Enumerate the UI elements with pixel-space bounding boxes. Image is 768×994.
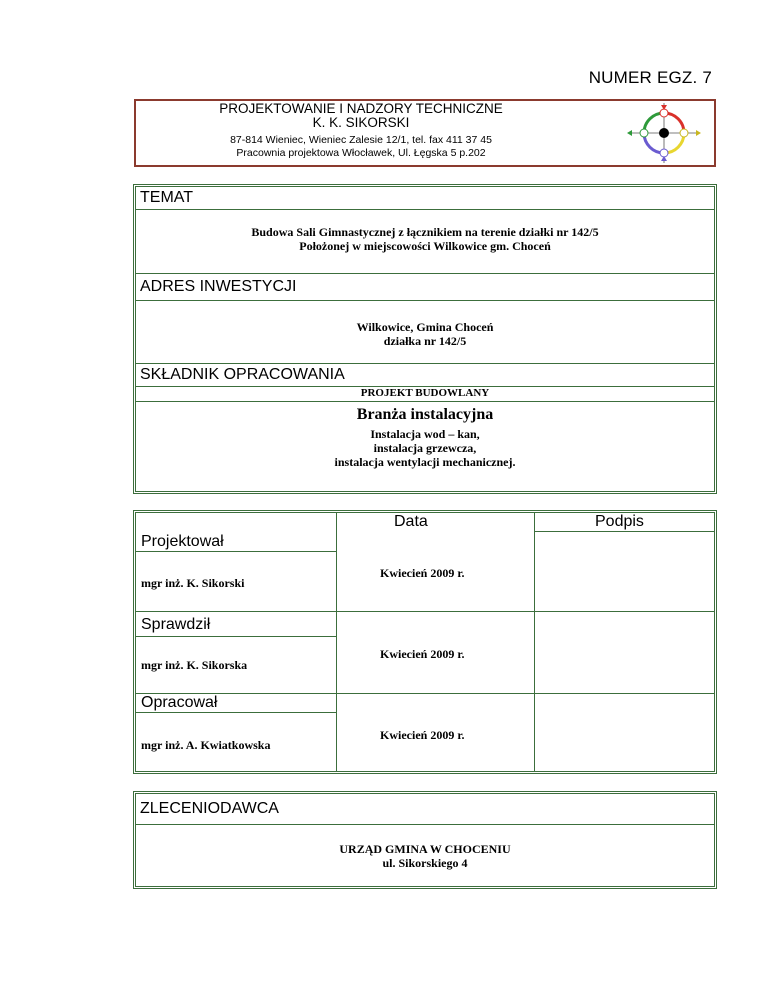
- adres-heading: ADRES INWESTYCJI: [136, 274, 714, 301]
- firm-name: PROJEKTOWANIE I NADZORY TECHNICZNE: [219, 101, 503, 116]
- client-name: URZĄD GMINA W CHOCENIU: [339, 842, 511, 856]
- signature-column-header: Podpis: [595, 513, 644, 530]
- role-prepared: Opracował: [141, 694, 218, 711]
- copy-number: NUMER EGZ. 7: [588, 68, 712, 87]
- date-prepared: Kwiecień 2009 r.: [380, 728, 465, 742]
- adres-line1: Wilkowice, Gmina Choceń: [356, 320, 494, 334]
- firm-header: [134, 99, 716, 167]
- temat-line1: Budowa Sali Gimnastycznej z łącznikiem na terenie działki nr 142/5: [251, 225, 599, 239]
- project-info-box: [133, 184, 717, 494]
- client-address: ul. Sikorskiego 4: [382, 856, 468, 870]
- signature-table: [133, 510, 717, 774]
- adres-line2: działka nr 142/5: [383, 334, 467, 348]
- name-checked: mgr inż. K. Sikorska: [141, 658, 248, 672]
- scope-line3: instalacja wentylacji mechanicznej.: [334, 455, 516, 469]
- name-designed: mgr inż. K. Sikorski: [141, 576, 245, 590]
- name-prepared: mgr inż. A. Kwiatkowska: [141, 738, 271, 752]
- adres-section: [136, 301, 714, 364]
- client-heading: ZLECENIODAWCA: [136, 794, 714, 825]
- temat-heading: TEMAT: [136, 187, 714, 210]
- date-designed: Kwiecień 2009 r.: [380, 566, 465, 580]
- temat-section: [136, 210, 714, 274]
- firm-address: 87-814 Wieniec, Wieniec Zalesie 12/1, tel. fax 411 37 45: [230, 134, 492, 146]
- role-checked: Sprawdził: [141, 616, 211, 633]
- scope-line1: Instalacja wod – kan,: [370, 427, 480, 441]
- firm-office: Pracownia projektowa Włocławek, Ul. Łęgska 5 p.202: [236, 147, 486, 159]
- scope-line2: instalacja grzewcza,: [373, 441, 477, 455]
- temat-line2: Położonej w miejscowości Wilkowice gm. Choceń: [299, 239, 551, 253]
- client-box: [133, 791, 717, 889]
- role-designed: Projektował: [141, 533, 224, 550]
- firm-logo-icon: [622, 101, 706, 165]
- project-type: PROJEKT BUDOWLANY: [360, 387, 490, 399]
- skladnik-heading: SKŁADNIK OPRACOWANIA: [136, 364, 714, 387]
- branch-name: Branża instalacyjna: [356, 406, 494, 423]
- date-column-header: Data: [394, 513, 428, 530]
- firm-owner: K. K. SIKORSKI: [312, 115, 410, 130]
- date-checked: Kwiecień 2009 r.: [380, 647, 465, 661]
